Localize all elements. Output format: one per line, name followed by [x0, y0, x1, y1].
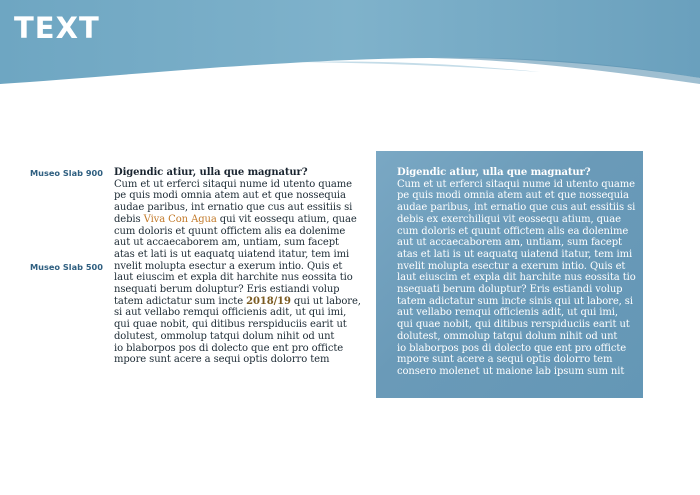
- left-heading: Digendic atiur, ulla que magnatur?: [114, 167, 308, 178]
- left-line: Cum et ut erferci sitaqui nume id utento quame: [114, 178, 352, 190]
- left-line: mpore sunt acere a sequi optis dolorro tem: [114, 354, 330, 366]
- right-line: debis ex exerchiliqui vit eossequ atium, quae: [397, 213, 621, 225]
- right-heading: Digendic atiur, ulla que magnatur?: [397, 167, 591, 178]
- right-line: laut eiuscim et expla dit harchite nus eossita tio: [397, 272, 636, 284]
- header-wave-shape: [0, 0, 700, 95]
- header-banner: [0, 0, 700, 95]
- left-line: [114, 296, 361, 308]
- highlight-year: 2018/19: [246, 295, 291, 307]
- left-line: pe quis modi omnia atem aut et que nossequia: [114, 190, 346, 202]
- font-label-regular: Museo Slab 500: [30, 262, 103, 272]
- left-line: si aut vellabo remqui officienis adit, ut qui imi,: [114, 307, 347, 319]
- left-line-text: debis: [114, 213, 144, 225]
- left-line: nvelit molupta esectur a exerum intio. Quis et: [114, 260, 343, 272]
- highlight-viva-con-agua: Viva Con Agua: [143, 213, 217, 225]
- right-text-column: [397, 167, 636, 378]
- right-line: tatem adictatur sum incte sinis qui ut labore, si: [397, 295, 633, 307]
- left-line: nsequati berum doluptur? Eris estiandi volup: [114, 284, 340, 296]
- right-line: io blaborpos pos di dolecto que ent pro officte: [397, 342, 627, 354]
- font-label-heavy: Museo Slab 900: [30, 168, 103, 178]
- right-line: atas et lati is ut eaquatq uiatend itatur, tem imi: [397, 248, 633, 260]
- left-line: cum doloris et quunt offictem alis ea dolenime: [114, 225, 346, 237]
- right-line: audae paribus, int ernatio que cus aut essitiis si: [397, 202, 636, 214]
- left-line: dolutest, ommolup tatqui dolum nihit od unt: [114, 330, 335, 342]
- right-line: mpore sunt acere a sequi optis dolorro tem: [397, 354, 613, 366]
- right-line: cum doloris et quunt offictem alis ea dolenime: [397, 225, 629, 237]
- right-line: consero molenet ut maione lab ipsum sum nit: [397, 365, 625, 377]
- right-line: qui quae nobit, qui ditibus rerspiduciis earit ut: [397, 319, 630, 331]
- right-line: pe quis modi omnia atem aut et que nossequia: [397, 190, 629, 202]
- left-line: atas et lati is ut eaquatq uiatend itatur, tem imi: [114, 248, 350, 260]
- left-line: aut ut accaecaborem am, untiam, sum facept: [114, 237, 339, 249]
- left-line: audae paribus, int ernatio que cus aut essitiis si: [114, 202, 353, 214]
- left-line-text: qui ut labore,: [290, 295, 361, 307]
- left-line: [114, 214, 361, 226]
- left-line-text: tatem adictatur sum incte: [114, 295, 247, 307]
- right-line: nsequati berum doluptur? Eris estiandi volup: [397, 284, 623, 296]
- left-line: qui quae nobit, qui ditibus rerspiduciis earit ut: [114, 319, 347, 331]
- right-line: dolutest, ommolup tatqui dolum nihit od unt: [397, 330, 618, 342]
- header-title: TEXT: [14, 11, 100, 45]
- right-line: Cum et ut erferci sitaqui nume id utento quame: [397, 178, 635, 190]
- left-line: io blaborpos pos di dolecto que ent pro officte: [114, 342, 344, 354]
- right-line: aut ut accaecaborem am, untiam, sum facept: [397, 237, 622, 249]
- left-text-column: [114, 167, 361, 366]
- left-line-text: qui vit eossequ atium, quae: [216, 213, 357, 225]
- left-line: laut eiuscim et expla dit harchite nus eossita tio: [114, 272, 353, 284]
- right-line: aut vellabo remqui officienis adit, ut qui imi,: [397, 307, 618, 319]
- right-line: nvelit molupta esectur a exerum intio. Quis et: [397, 260, 626, 272]
